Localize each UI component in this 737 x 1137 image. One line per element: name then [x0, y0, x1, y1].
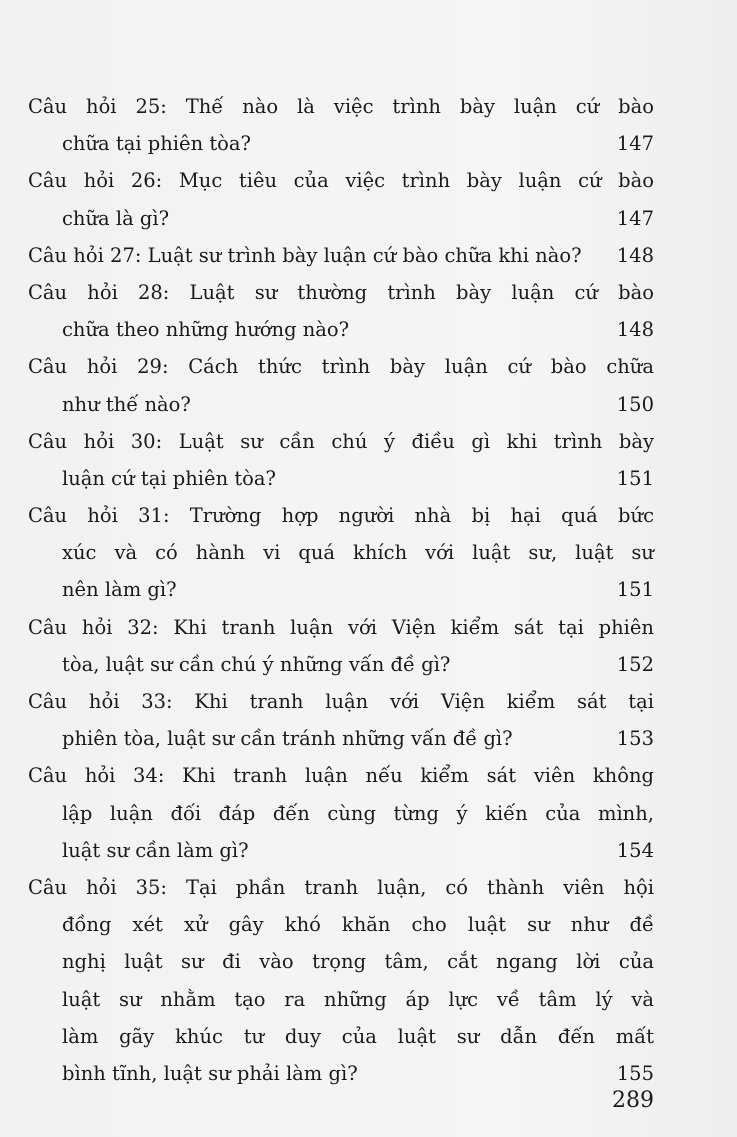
- toc-entry-line: [28, 200, 654, 237]
- toc-entry-text: Câu hỏi 28: Luật sư thường trình bày luận cứ bào: [28, 280, 654, 304]
- toc-entry-text: làm gãy khúc tư duy của luật sư dẫn đến mất: [62, 1024, 654, 1048]
- page-number: 289: [612, 1088, 654, 1113]
- toc-entry-text: chữa tại phiên tòa?: [62, 132, 251, 156]
- toc-entry-line: [28, 683, 654, 720]
- toc-entry-line: [28, 162, 654, 199]
- toc-entry-page: 151: [616, 466, 654, 490]
- toc-entry: [28, 609, 654, 683]
- toc-entry-text: xúc và có hành vi quá khích với luật sư, luật sư: [62, 541, 654, 565]
- toc-entry-line: [28, 125, 654, 162]
- toc-entry-page: 154: [616, 838, 654, 862]
- toc-entry: [28, 869, 654, 1092]
- toc-entry-text: Câu hỏi 34: Khi tranh luận nếu kiểm sát viên không: [28, 764, 654, 788]
- toc-entry-line: [28, 460, 654, 497]
- toc-entry: [28, 348, 654, 422]
- toc-entry-text: như thế nào?: [62, 392, 191, 416]
- toc-entry: [28, 162, 654, 236]
- toc-entry-text: Câu hỏi 30: Luật sư cần chú ý điều gì khi trình bày: [28, 429, 654, 453]
- toc-entry-line: [28, 906, 654, 943]
- toc-entry-line: [28, 311, 654, 348]
- toc-entry-text: bình tĩnh, luật sư phải làm gì?: [62, 1061, 358, 1085]
- toc-entry-text: Câu hỏi 35: Tại phần tranh luận, có thành viên hội: [28, 875, 654, 899]
- toc-entry-line: [28, 348, 654, 385]
- toc-entry-text: nghị luật sư đi vào trọng tâm, cắt ngang lời của: [62, 950, 654, 974]
- toc-entry-line: [28, 497, 654, 534]
- toc-entry-line: [28, 720, 654, 757]
- toc-entry-page: 152: [616, 652, 654, 676]
- toc-entry-page: 150: [616, 392, 654, 416]
- toc-entry-line: [28, 1018, 654, 1055]
- toc-entry: [28, 88, 654, 162]
- toc-entry-line: [28, 832, 654, 869]
- toc-entry-line: [28, 571, 654, 608]
- toc-entry: [28, 757, 654, 869]
- toc-entry-text: phiên tòa, luật sư cần tránh những vấn đề gì?: [62, 727, 513, 751]
- toc-entry-text: Câu hỏi 25: Thế nào là việc trình bày luận cứ bào: [28, 95, 654, 118]
- toc-entry-text: luận cứ tại phiên tòa?: [62, 466, 276, 490]
- toc-entry-page: 151: [616, 578, 654, 602]
- toc-entry: [28, 274, 654, 348]
- toc-entry-line: [28, 943, 654, 980]
- toc-entry-text: nên làm gì?: [62, 578, 177, 602]
- toc-entry-line: [28, 981, 654, 1018]
- toc-entry-text: lập luận đối đáp đến cùng từng ý kiến của mình,: [62, 801, 654, 825]
- toc-entry-text: luật sư nhằm tạo ra những áp lực về tâm lý và: [62, 987, 654, 1011]
- toc-entry: [28, 423, 654, 497]
- toc-entry-page: 147: [616, 132, 654, 156]
- toc-entry-line: [28, 88, 654, 125]
- toc-entry: [28, 237, 654, 274]
- toc-entry-page: 147: [616, 206, 654, 230]
- toc-entry-text: chữa là gì?: [62, 206, 170, 230]
- toc-entry-line: [28, 646, 654, 683]
- table-of-contents: [28, 88, 654, 1092]
- toc-entry-page: 155: [616, 1061, 654, 1085]
- toc-entry-page: 148: [616, 243, 654, 267]
- toc-entry-line: [28, 757, 654, 794]
- toc-entry-text: Câu hỏi 29: Cách thức trình bày luận cứ bào chữa: [28, 355, 654, 379]
- toc-entry-line: [28, 274, 654, 311]
- toc-entry-text: Câu hỏi 33: Khi tranh luận với Viện kiểm sát tại: [28, 690, 654, 713]
- toc-entry-text: Câu hỏi 26: Mục tiêu của việc trình bày luận cứ bào: [28, 169, 654, 193]
- toc-entry-text: Câu hỏi 32: Khi tranh luận với Viện kiểm sát tại phiên: [28, 615, 654, 639]
- toc-entry-page: 153: [616, 727, 654, 751]
- toc-entry-page: 148: [616, 318, 654, 342]
- toc-entry-line: [28, 534, 654, 571]
- toc-entry-line: [28, 1055, 654, 1092]
- toc-entry-text: Câu hỏi 31: Trường hợp người nhà bị hại quá bức: [28, 504, 654, 528]
- toc-entry-line: [28, 795, 654, 832]
- toc-entry: [28, 497, 654, 609]
- toc-entry-line: [28, 609, 654, 646]
- toc-entry-text: Câu hỏi 27: Luật sư trình bày luận cứ bào chữa khi nào?: [28, 243, 582, 267]
- toc-entry-line: [28, 237, 654, 274]
- toc-entry-text: đồng xét xử gây khó khăn cho luật sư như đề: [62, 913, 654, 937]
- toc-entry-line: [28, 869, 654, 906]
- toc-entry: [28, 683, 654, 757]
- toc-entry-line: [28, 423, 654, 460]
- toc-entry-text: luật sư cần làm gì?: [62, 838, 249, 862]
- toc-entry-text: chữa theo những hướng nào?: [62, 318, 350, 342]
- toc-entry-line: [28, 386, 654, 423]
- toc-entry-text: tòa, luật sư cần chú ý những vấn đề gì?: [62, 652, 451, 676]
